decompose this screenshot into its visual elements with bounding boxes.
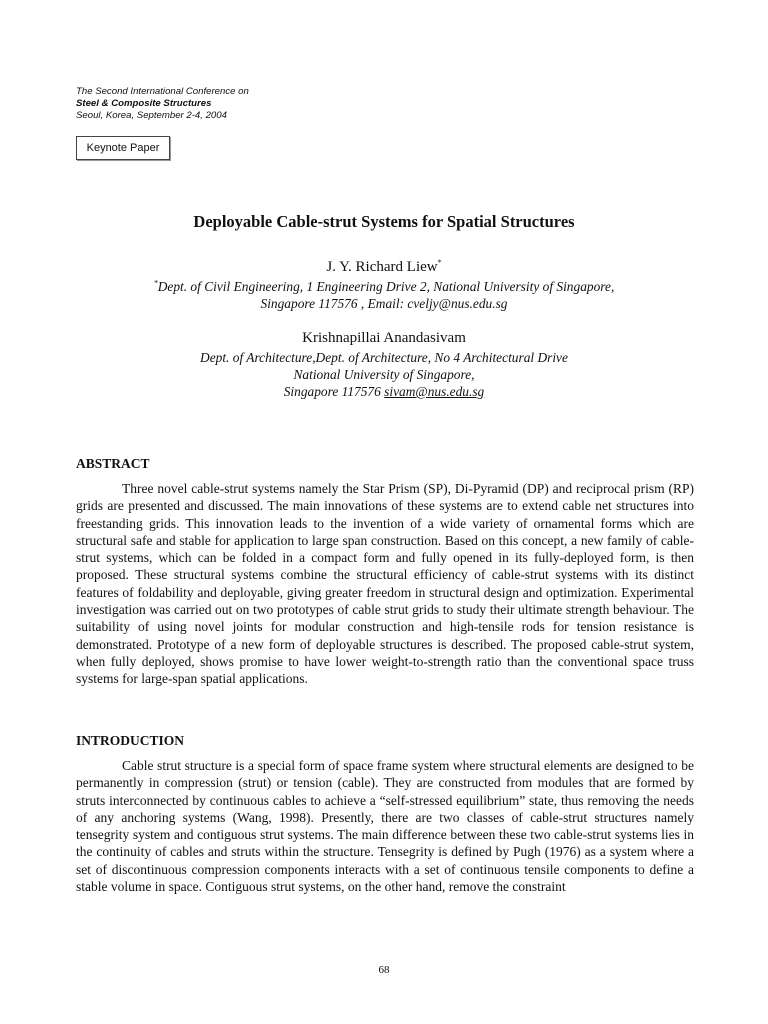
author-1-mark: * bbox=[437, 258, 442, 267]
keynote-badge: Keynote Paper bbox=[76, 136, 170, 160]
author-1-affil-text: Dept. of Civil Engineering, 1 Engineering Drive 2, National University of Singapore, bbox=[157, 279, 615, 294]
abstract-heading: ABSTRACT bbox=[76, 456, 150, 471]
conference-line-2: Steel & Composite Structures bbox=[76, 98, 212, 109]
author-2-email[interactable]: sivam@nus.edu.sg bbox=[384, 384, 485, 399]
author-1-name-text: J. Y. Richard Liew bbox=[326, 259, 438, 275]
page-number: 68 bbox=[378, 964, 390, 976]
author-1-block bbox=[0, 258, 768, 312]
abstract-paragraph: Three novel cable-strut systems namely the Star Prism (SP), Di-Pyramid (DP) and reciprocal prism (RP) grids are presented and discussed. The main innovations of these systems are to extend cable net structures into freestanding grids. This innovation leads to the invention of a wide variety of ornamental forms which are structural safe and stable for application to large span construction. Based on this concept, a new family of cable-strut systems, which can be folded in a compact form and fully opened in its fully-deployed form, is then proposed. These structural systems combine the structural efficiency of cable-strut systems with its distinct features of foldability and deployable, giving greater freedom in structural design and optimization. Experimental investigation was carried out on two prototypes of cable strut grids to study their ultimate strength behaviour. The suitability of using novel joints for modular construction and high-tensile rods for tension resistance is demonstrated. Prototype of a new form of deployable structures is described. The proposed cable-strut system, when fully deployed, shows promise to have lower weight-to-strength ratio than the conventional space truss systems for large-span spatial applications. bbox=[76, 481, 694, 687]
author-1-affil-line-1 bbox=[0, 278, 768, 295]
conference-line-3: Seoul, Korea, September 2-4, 2004 bbox=[76, 110, 227, 121]
author-2-affil-line-1: Dept. of Architecture,Dept. of Architecture, No 4 Architectural Drive bbox=[200, 350, 568, 365]
author-2-affil-prefix: Singapore 117576 bbox=[283, 384, 385, 399]
author-1-affil-mark: * bbox=[153, 278, 158, 288]
author-2-affil-line-3 bbox=[0, 383, 768, 400]
introduction-paragraph: Cable strut structure is a special form of space frame system where structural elements are designed to be permanently in compression (strut) or tension (cable). They are constructed from modules that are formed by struts interconnected by continuous cables to achieve a “self-stressed equilibrium” state, thus removing the needs of any anchoring systems (Wang, 1998). Presently, there are two classes of cable-strut structures namely tensegrity system and contiguous strut systems. The main difference between these two cable-strut systems lies in the continuity of cables and struts within the structure. Tensegrity is defined by Pugh (1976) as a system where a set of discontinuous compression components interacts with a set of continuous tensile components to define a stable volume in space. Contiguous strut systems, on the other hand, remove the constraint bbox=[76, 758, 694, 895]
conference-line-1: The Second International Conference on bbox=[76, 86, 249, 97]
author-1-affil-line-2: Singapore 117576 , Email: cveljy@nus.edu.sg bbox=[260, 296, 508, 311]
introduction-heading: INTRODUCTION bbox=[76, 733, 185, 748]
paper-title: Deployable Cable-strut Systems for Spatial Structures bbox=[193, 212, 575, 231]
author-2-block bbox=[0, 329, 768, 400]
conference-info bbox=[76, 86, 376, 122]
author-1-name bbox=[0, 258, 768, 276]
author-2-affil-line-2: National University of Singapore, bbox=[293, 367, 475, 382]
author-2-name: Krishnapillai Anandasivam bbox=[302, 330, 466, 346]
